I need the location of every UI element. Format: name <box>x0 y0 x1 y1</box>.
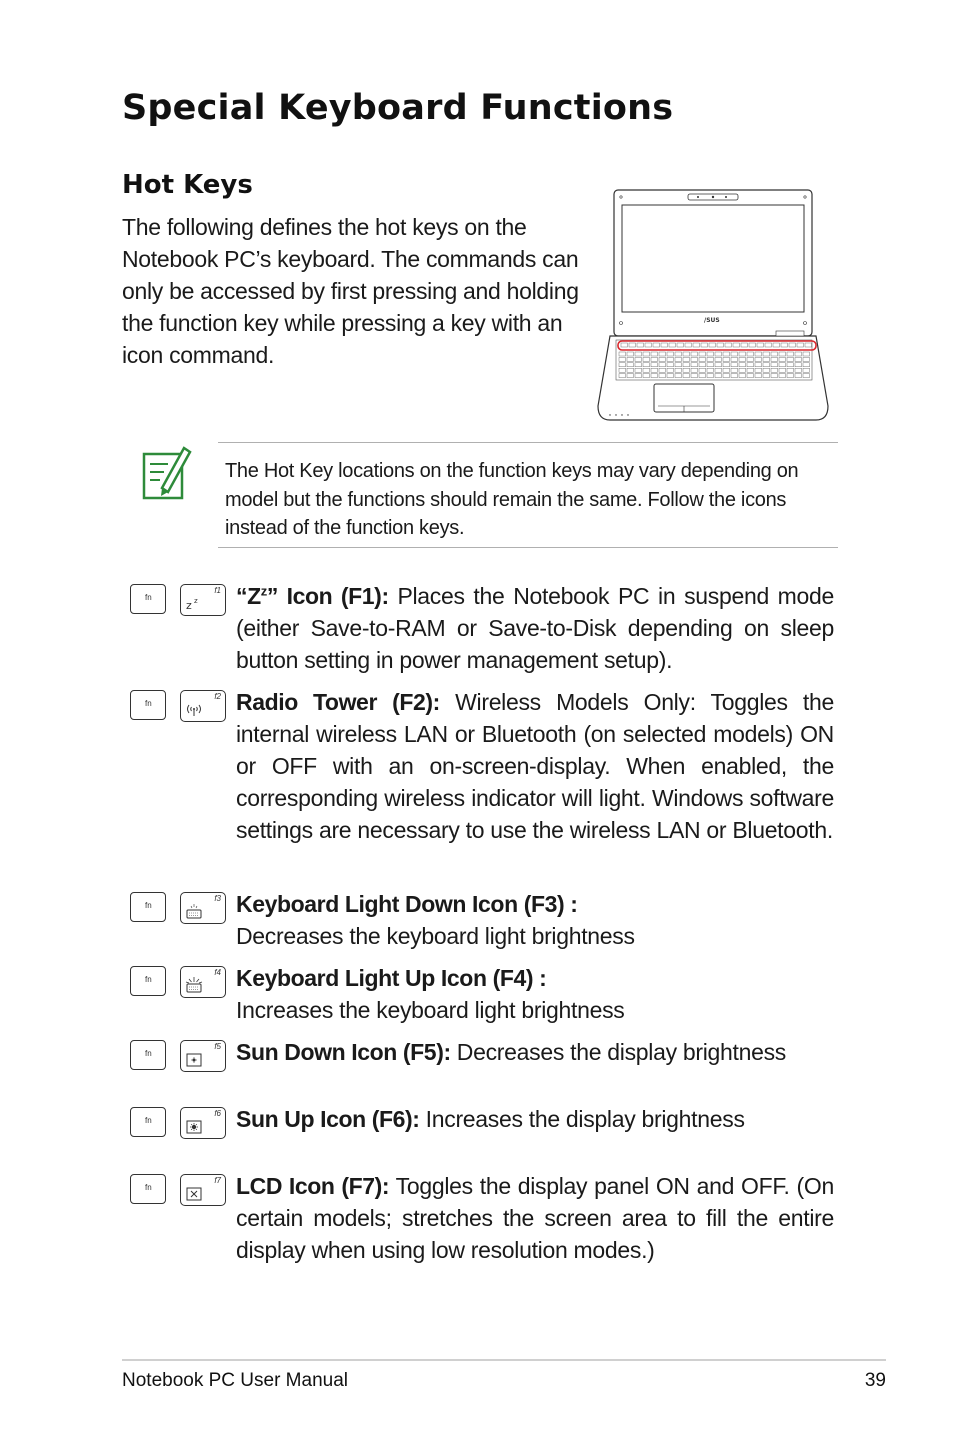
fn-key <box>130 1174 166 1204</box>
zzz-icon <box>185 595 203 611</box>
key-combo <box>128 1036 228 1072</box>
note-pencil-icon <box>140 442 194 502</box>
title-superscript: z <box>260 583 267 599</box>
keyboard-light-up-icon <box>185 977 203 993</box>
hotkey-f5-description <box>236 1036 834 1068</box>
footer-divider <box>122 1359 886 1361</box>
hotkey-f3-text: Decreases the keyboard light brightness <box>236 923 635 949</box>
f-key-label: f4 <box>214 968 221 977</box>
hotkey-f7-text: Toggles the display panel ON and OFF. (On certain models; stretches the screen area to fill the entire display when using low resolution modes.) <box>236 1173 834 1263</box>
fn-key <box>130 892 166 922</box>
sun-up-icon <box>185 1118 203 1134</box>
footer-manual-title: Notebook PC User Manual <box>122 1370 348 1391</box>
key-combo <box>128 686 228 722</box>
section-title: Hot Keys <box>122 170 253 200</box>
lcd-icon <box>185 1185 203 1201</box>
page-number: 39 <box>864 1370 886 1391</box>
svg-text:z: z <box>186 599 192 611</box>
f3-key <box>180 892 226 924</box>
svg-text:z: z <box>194 597 198 605</box>
key-combo <box>128 962 228 998</box>
fn-key-label: fn <box>145 1049 152 1058</box>
fn-key-label: fn <box>145 975 152 984</box>
hotkey-f1-description <box>236 580 834 676</box>
hotkey-f7-description <box>236 1170 834 1266</box>
hotkey-f6-description <box>236 1103 834 1135</box>
note-text: The Hot Key locations on the function keys may vary depending on model but the functions should remain the same. Follow the icons instead of the function keys. <box>225 460 799 539</box>
fn-key <box>130 690 166 720</box>
f7-key <box>180 1174 226 1206</box>
fn-key-label: fn <box>145 1183 152 1192</box>
f4-key <box>180 966 226 998</box>
f5-key <box>180 1040 226 1072</box>
f-key-label: f1 <box>214 586 221 595</box>
hotkey-f4-description <box>236 962 834 1026</box>
page-title: Special Keyboard Functions <box>122 88 674 128</box>
intro-paragraph: The following defines the hot keys on the Notebook PC’s keyboard. The commands can only be accessed by first pressing and holding the function key while pressing a key with an icon command. <box>122 214 579 368</box>
hotkey-f6-title: Sun Up Icon (F6): <box>236 1106 420 1132</box>
note-block <box>140 440 840 550</box>
hotkey-f1-title <box>236 583 389 609</box>
title-part: ” Icon (F1): <box>266 583 389 609</box>
key-combo <box>128 580 228 616</box>
hotkey-f7-title: LCD Icon (F7): <box>236 1173 390 1199</box>
hotkey-f2-text: Wireless Models Only: Toggles the internal wireless LAN or Bluetooth (on selected models) ON or OFF with an on-screen-display. When enabled, the corresponding wireless indicator will light. Windows software settings are necessary to use the wireless LAN or Bluetooth. <box>236 689 834 843</box>
fn-key-label: fn <box>145 1116 152 1125</box>
f-key-label: f5 <box>214 1042 221 1051</box>
hotkey-f5-text: Decreases the display brightness <box>450 1039 786 1065</box>
laptop-brand-logo: /SUS <box>704 317 720 324</box>
hotkey-f6-text: Increases the display brightness <box>419 1106 745 1132</box>
key-combo <box>128 1170 228 1206</box>
fn-key-label: fn <box>145 593 152 602</box>
fn-key <box>130 1040 166 1070</box>
title-part: “Z <box>236 583 261 609</box>
f-key-label: f3 <box>214 894 221 903</box>
hotkey-f3-title: Keyboard Light Down Icon (F3) : <box>236 891 578 917</box>
fn-key-label: fn <box>145 901 152 910</box>
laptop-illustration <box>592 188 834 424</box>
f1-key <box>180 584 226 616</box>
hotkey-f3-description <box>236 888 834 952</box>
fn-key <box>130 966 166 996</box>
fn-key <box>130 1107 166 1137</box>
sun-down-icon <box>185 1051 203 1067</box>
key-combo <box>128 888 228 924</box>
fn-key <box>130 584 166 614</box>
f-key-label: f2 <box>214 692 221 701</box>
hotkey-f2-description <box>236 686 834 846</box>
f6-key <box>180 1107 226 1139</box>
hotkey-f2-title: Radio Tower (F2): <box>236 689 440 715</box>
radio-tower-icon <box>185 701 203 717</box>
note-box <box>218 442 838 548</box>
hotkey-f4-text: Increases the keyboard light brightness <box>236 997 625 1023</box>
f2-key <box>180 690 226 722</box>
f-key-label: f6 <box>214 1109 221 1118</box>
fn-key-label: fn <box>145 699 152 708</box>
hotkey-f4-title: Keyboard Light Up Icon (F4) : <box>236 965 547 991</box>
key-combo <box>128 1103 228 1139</box>
hotkey-f1-text: Places the Notebook PC in suspend mode (either Save-to-RAM or Save-to-Disk depending on sleep button setting in power management setup). <box>236 583 834 673</box>
keyboard-light-down-icon <box>185 903 203 919</box>
f-key-label: f7 <box>214 1176 221 1185</box>
hotkey-f5-title: Sun Down Icon (F5): <box>236 1039 451 1065</box>
